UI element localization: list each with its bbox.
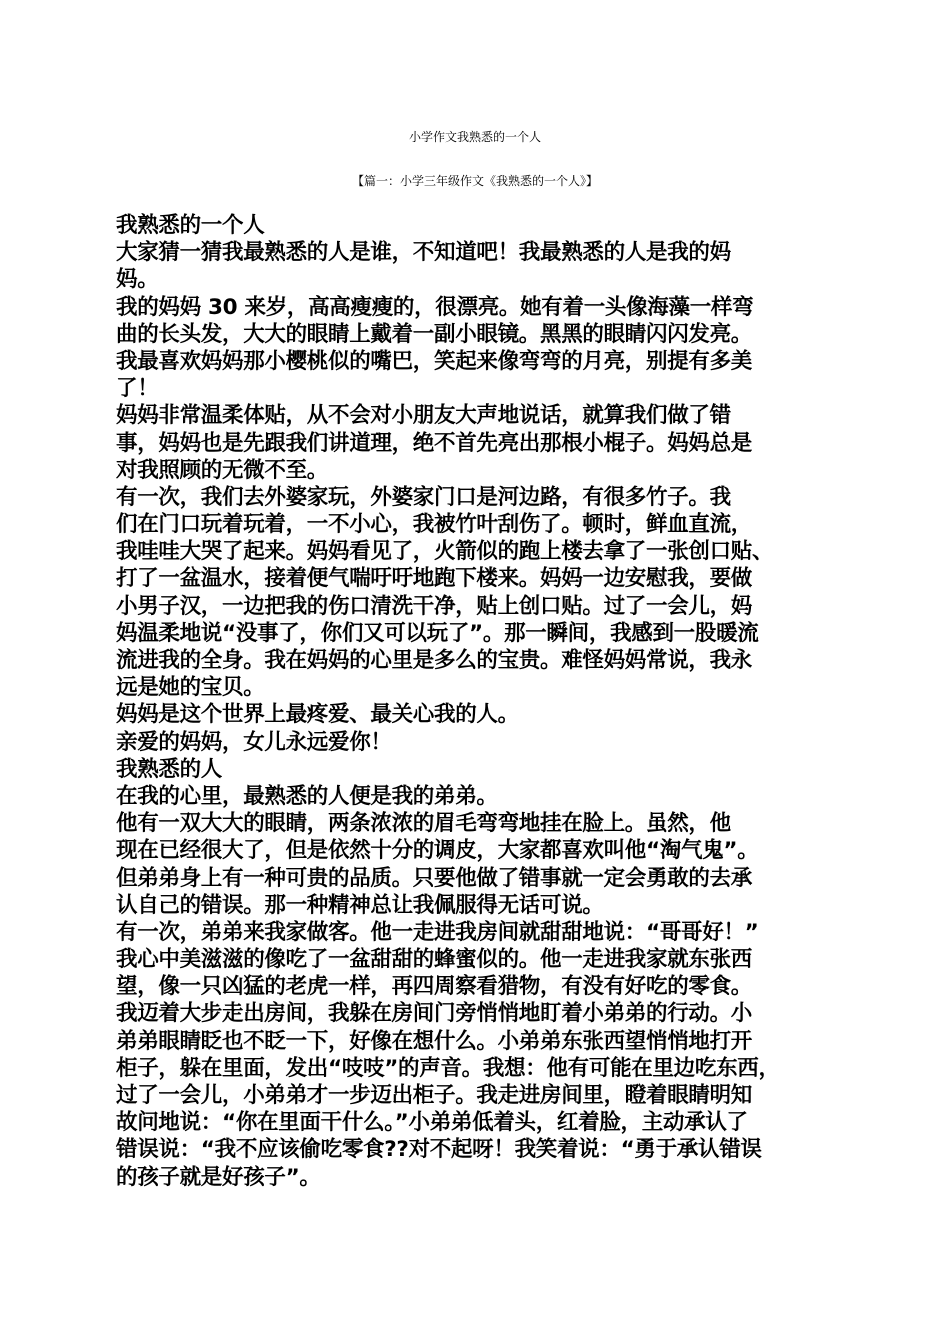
- text-line: 妈温柔地说“没事了，你们又可以玩了”。那一瞬间，我感到一股暖流: [116, 620, 759, 646]
- text-line: 过了一会儿，小弟弟才一步迈出柜子。我走进房间里，瞪着眼睛明知: [116, 1083, 753, 1108]
- document-body: [116, 212, 836, 1191]
- text-line: 曲的长头发，大大的眼睛上戴着一副小眼镜。黑黑的眼睛闪闪发亮。: [116, 321, 753, 347]
- text-line: 我心中美滋滋的像吃了一盆甜甜的蜂蜜似的。他一走进我家就东张西: [116, 947, 753, 973]
- text-line: 大家猜一猜我最熟悉的人是谁，不知道吧！我最熟悉的人是我的妈: [116, 240, 731, 266]
- text-line: 事，妈妈也是先跟我们讲道理，绝不首先亮出那根小棍子。妈妈总是: [116, 430, 753, 456]
- text-line: 妈妈非常温柔体贴，从不会对小朋友大声地说话，就算我们做了错: [116, 403, 731, 429]
- text-line: 柜子，躲在里面，发出“吱吱”的声音。我想：他有可能在里边吃东西，: [116, 1055, 780, 1081]
- text-line: 故问地说：“你在里面干什么。”小弟弟低着头，红着脸，主动承认了: [116, 1110, 748, 1136]
- text-line: 现在已经很大了，但是依然十分的调皮，大家都喜欢叫他“淘气鬼”。: [116, 838, 759, 864]
- text-line: 对我照顾的无微不至。: [116, 457, 329, 483]
- text-line: 亲爱的妈妈，女儿永远爱你！: [116, 729, 392, 755]
- text-line: 在我的心里，最熟悉的人便是我的弟弟。: [116, 783, 498, 809]
- text-line: 们在门口玩着玩着，一不小心，我被竹叶刮伤了。顿时，鲜血直流，: [116, 512, 753, 538]
- text-line: 打了一盆温水，接着便气喘吁吁地跑下楼来。妈妈一边安慰我，要做: [116, 566, 753, 592]
- text-line: 望，像一只凶猛的老虎一样，再四周察看猎物，有没有好吃的零食。: [116, 974, 753, 1000]
- text-line: 弟弟眼睛眨也不眨一下，好像在想什么。小弟弟东张西望悄悄地打开: [116, 1028, 753, 1054]
- text-line: 流进我的全身。我在妈妈的心里是多么的宝贵。难怪妈妈常说，我永: [116, 648, 753, 673]
- text-line: 了！: [116, 376, 159, 402]
- text-line: 我熟悉的人: [116, 756, 223, 782]
- text-line: 妈。: [116, 267, 159, 293]
- text-line: 远是她的宝贝。: [116, 675, 265, 701]
- text-line: 妈妈是这个世界上最疼爱、最关心我的人。: [116, 702, 519, 728]
- text-line: 认自己的错误。那一种精神总让我佩服得无话可说。: [116, 892, 604, 918]
- text-line: 小男子汉，一边把我的伤口清洗干净，贴上创口贴。过了一会儿，妈: [116, 593, 753, 619]
- text-line: 错误说：“我不应该偷吃零食??对不起呀！我笑着说：“勇于承认错误: [116, 1137, 762, 1163]
- text-line: 我哇哇大哭了起来。妈妈看见了，火箭似的跑上楼去拿了一张创口贴、: [116, 539, 774, 565]
- document-subtitle: 【篇一：小学三年级作文《我熟悉的一个人》】: [351, 174, 598, 188]
- text-line: 我熟悉的一个人: [116, 213, 265, 238]
- text-line: 我的妈妈 30 来岁，高高瘦瘦的，很漂亮。她有着一头像海藻一样弯: [116, 294, 754, 320]
- text-line: 有一次，我们去外婆家玩，外婆家门口是河边路，有很多竹子。我: [116, 484, 731, 510]
- document-title: 小学作文我熟悉的一个人: [408, 130, 541, 144]
- text-line: 我最喜欢妈妈那小樱桃似的嘴巴，笑起来像弯弯的月亮，别提有多美: [116, 348, 753, 374]
- text-line: 的孩子就是好孩子”。: [116, 1164, 321, 1190]
- text-line: 他有一双大大的眼睛，两条浓浓的眉毛弯弯地挂在脸上。虽然，他: [116, 811, 731, 837]
- text-line: 但弟弟身上有一种可贵的品质。只要他做了错事就一定会勇敢的去承: [116, 865, 753, 891]
- text-line: 我迈着大步走出房间，我躲在房间门旁悄悄地盯着小弟弟的行动。小: [116, 1001, 753, 1027]
- text-line: 有一次，弟弟来我家做客。他一走进我房间就甜甜地说：“哥哥好！”: [116, 919, 759, 945]
